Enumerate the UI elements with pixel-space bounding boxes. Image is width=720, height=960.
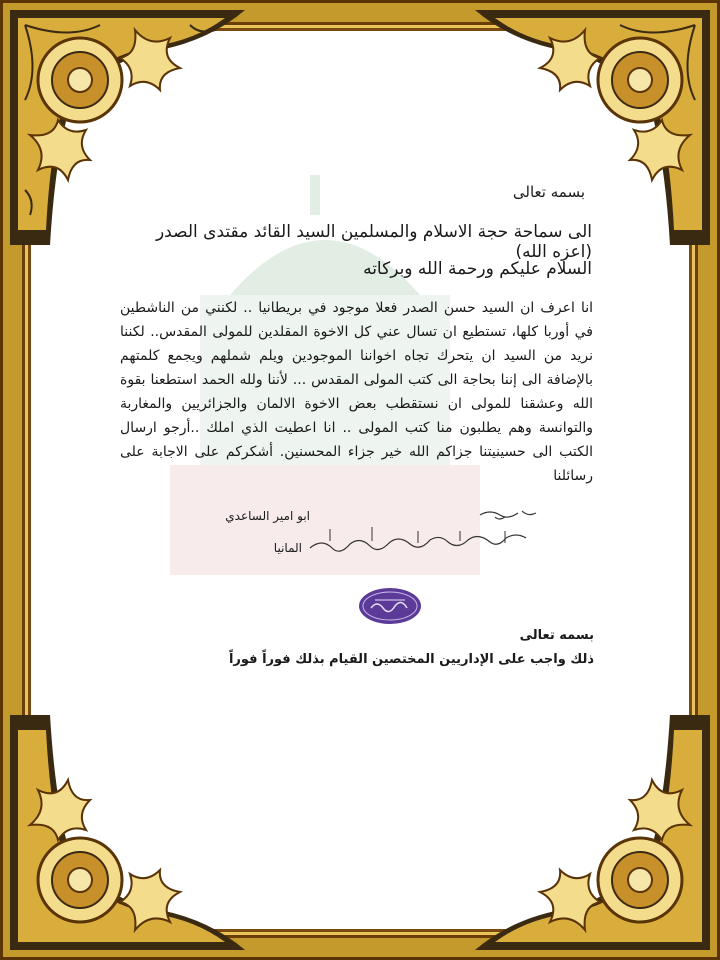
handwritten-reply	[300, 503, 550, 563]
greeting-line: السلام عليكم ورحمة الله وبركاته	[363, 259, 592, 279]
corner-ornament-top-right	[475, 10, 710, 245]
corner-ornament-bottom-left	[10, 715, 245, 950]
letter-heading: بسمه تعالى	[512, 183, 585, 201]
recipient-line: الى سماحة حجة الاسلام والمسلمين السيد القائد مقتدى الصدر (اعزه الله)	[155, 222, 592, 262]
reply-heading: بسمه تعالى	[519, 628, 594, 643]
letter-body: انا اعرف ان السيد حسن الصدر فعلا موجود في بريطانيا .. لكنني من الناشطين في أوربا كلها، تستطيع ان تسال عني كل الاخوة المقلدين للمولى المقدس.. لكننا نريد من السيد ان يتحرك تجاه اخواننا الموجودين ويلم شملهم ويجمع كلمتهم بالإضافة الى إننا بحاجة الى كتب المولى المقدس ... لأننا ولله الحمد استطعنا بقوة الله وعشقنا للمولى ان نستقطب بعض الاخوة الالمان والجزائريين والمغاربة والتوانسة وهم يطلبون منا كتب المولى .. انا اعطيت الذي املك ..أرجو ارسال الكتب الى حسينيتنا جزاكم الله خير جزاء المحسنين. أشكركم على الاجابة على رسائلنا	[120, 300, 593, 484]
corner-ornament-bottom-right	[475, 715, 710, 950]
sender-name: ابو امير الساعدي	[225, 509, 310, 523]
sender-country: المانيا	[273, 541, 302, 555]
purple-seal	[357, 586, 423, 626]
reply-text: ذلك واجب على الإداريين المختصين القيام بذلك فوراً فوراً	[228, 652, 594, 667]
